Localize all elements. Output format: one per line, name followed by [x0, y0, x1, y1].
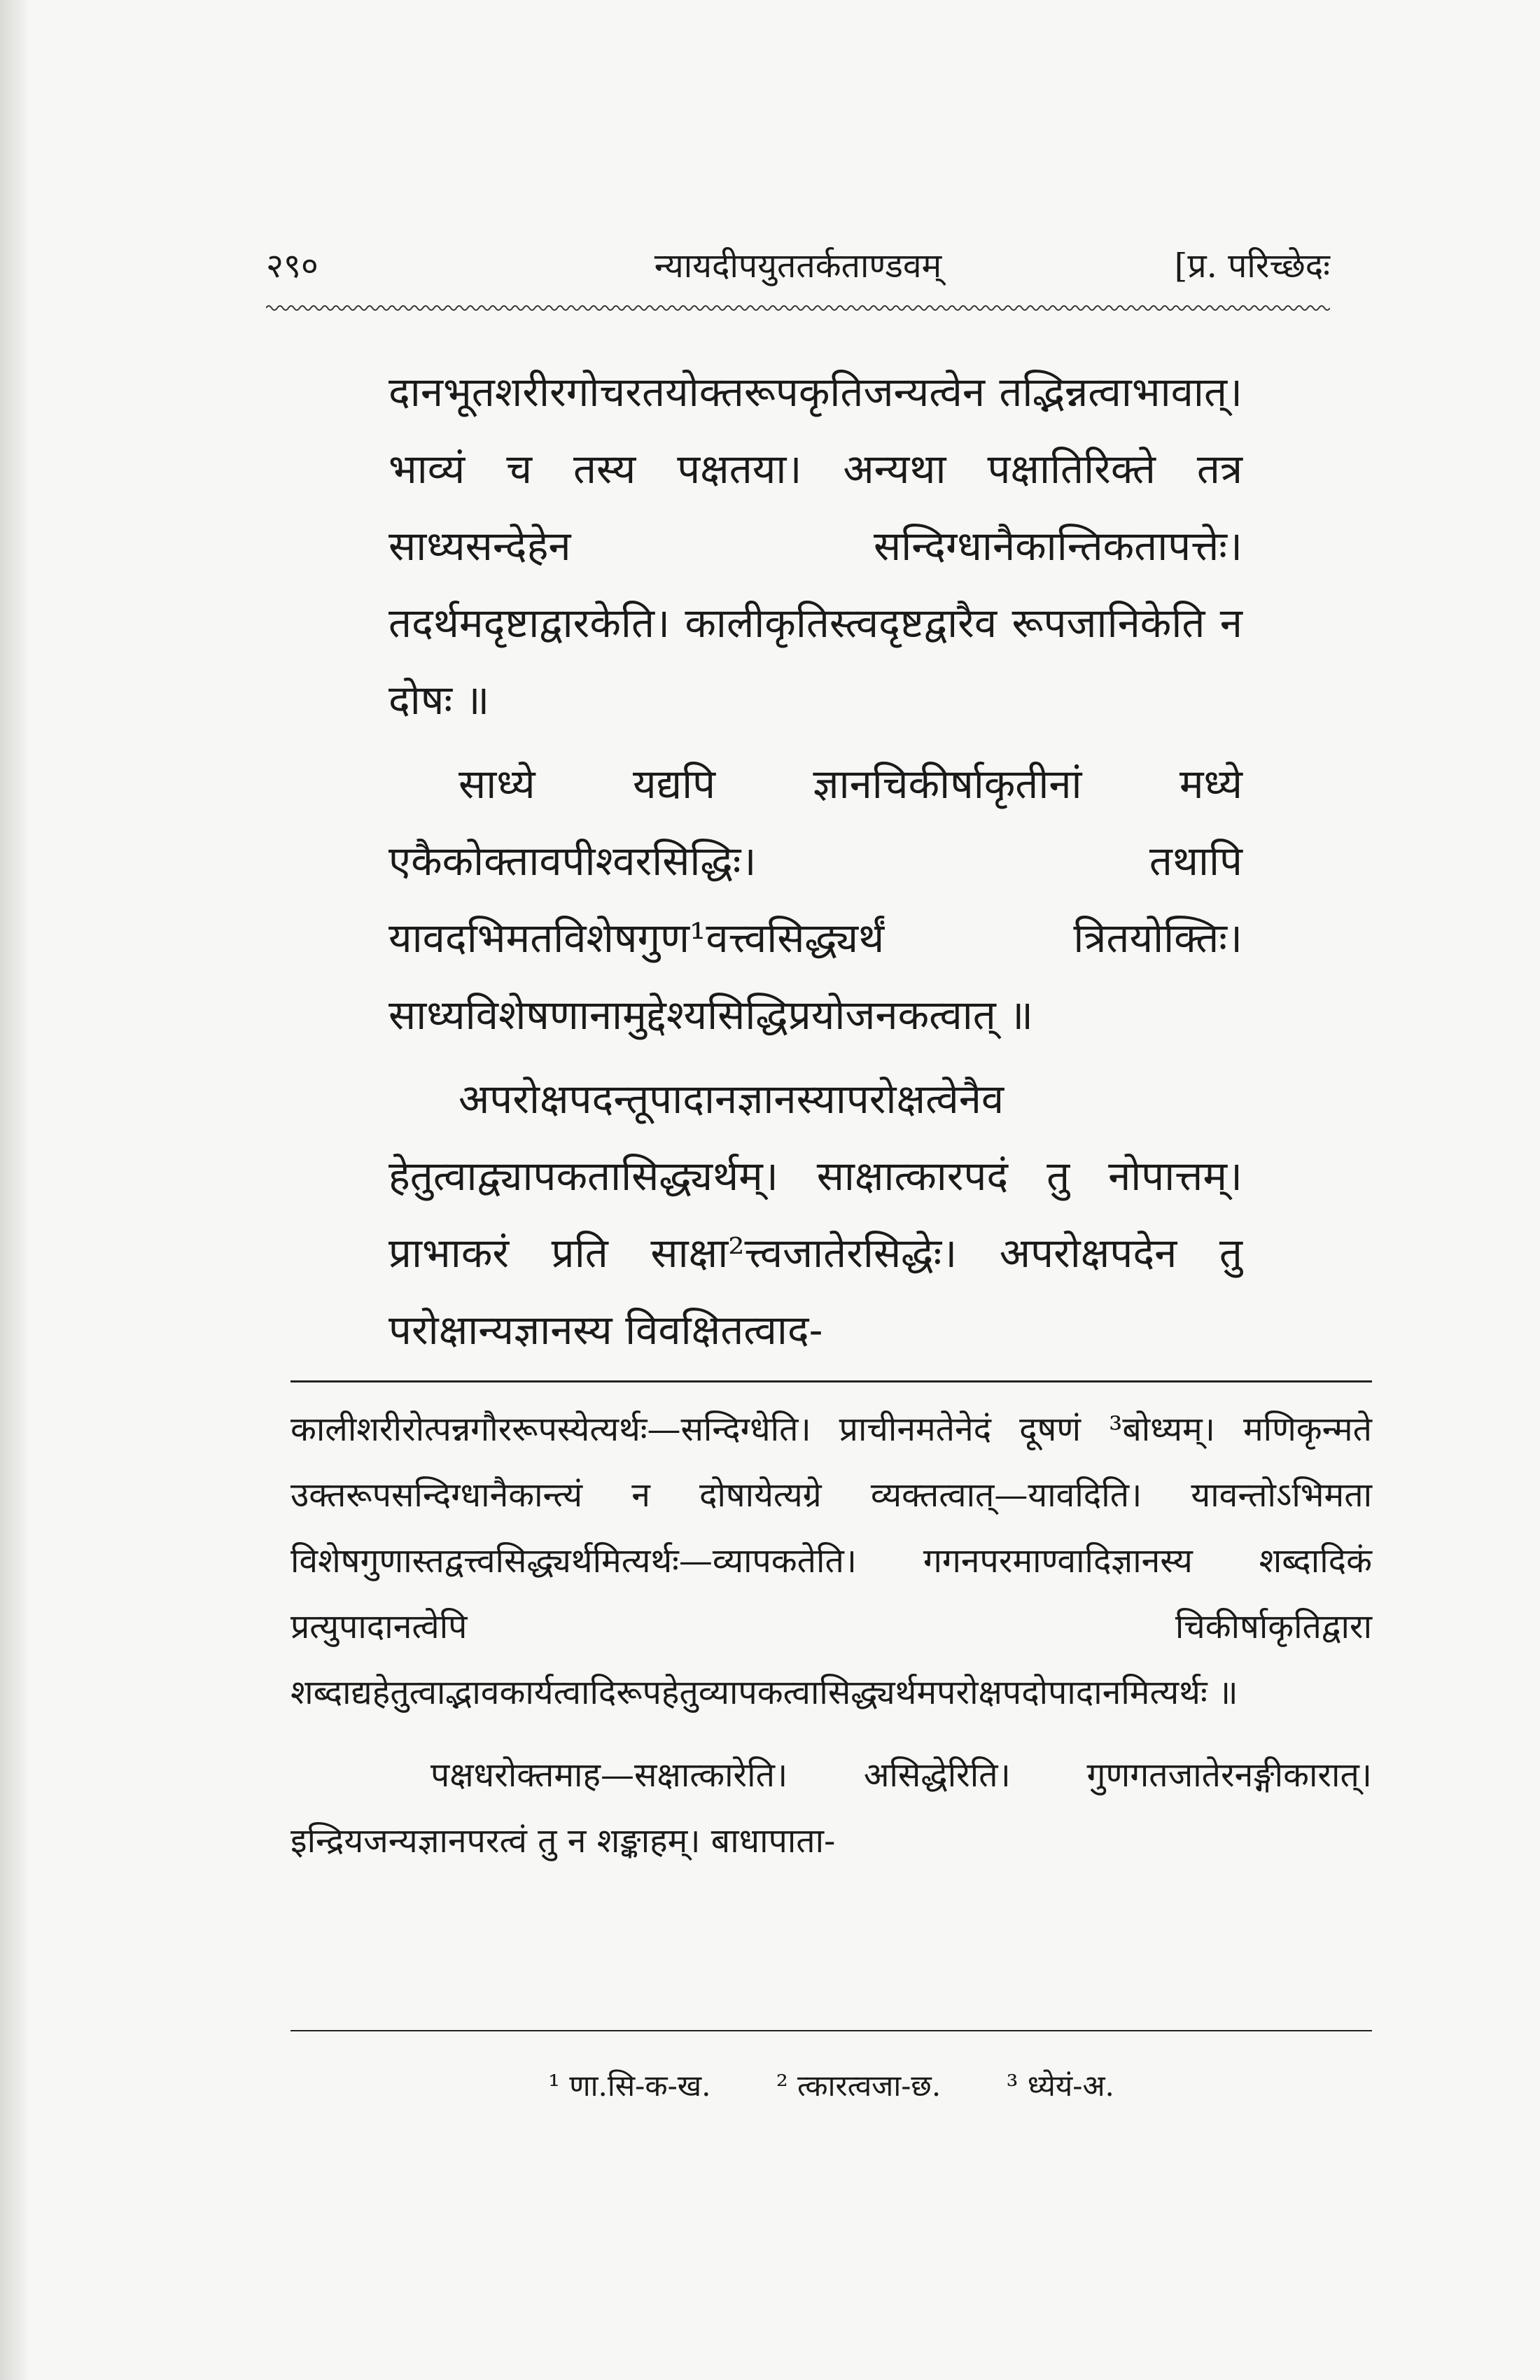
footnote-1: ¹ णा.सि-क-ख. [548, 2068, 711, 2103]
main-paragraph-2: साध्ये यद्यपि ज्ञानचिकीर्षाकृतीनां मध्ये एकैकोक्तावपीश्वरसिद्धिः। तथापि यावदभिमतविशेषगुण¹वत्त्वसिद्ध्यर्थं त्रितयोक्तिः। साध्यविशेषणानामुद्देश्यसिद्धिप्रयोजनकत्वात् ॥ [388, 760, 1242, 1039]
footnotes [290, 2062, 1372, 2110]
footnote-3: ³ ध्येयं-अ. [1006, 2068, 1114, 2103]
header-wavy-rule [266, 301, 1330, 315]
commentary-paragraph-2: पक्षधरोक्तमाह—सक्षात्कारेति। असिद्धेरिति। गुणगतजातेरनङ्गीकारात्। इन्द्रियजन्यज्ञानपरत्वं तु न शङ्काहम्। बाधापाता- [290, 1756, 1372, 1861]
main-paragraph-1: दानभूतशरीरगोचरतयोक्तरूपकृतिजन्यत्वेन तद्भिन्नत्वाभावात्। भाव्यं च तस्य पक्षतया। अन्यथा पक्षातिरिक्ते तत्र साध्यसन्देहेन सन्दिग्धानैकान्तिकतापत्तेः। तदर्थमदृष्टाद्वारकेति। कालीकृतिस्त्वदृष्टद्वारैव रूपजानिकेति न दोषः ॥ [388, 368, 1242, 724]
main-paragraph-3: अपरोक्षपदन्तूपादानज्ञानस्यापरोक्षत्वेनैव हेतुत्वाद्व्यापकतासिद्ध्यर्थम्। साक्षात्कारपदं तु नोपात्तम्। प्राभाकरं प्रति साक्षा²त्त्वजातेरसिद्धेः। अपरोक्षपदेन तु परोक्षान्यज्ञानस्य विवक्षितत्वाद- [388, 1075, 1242, 1354]
running-title: न्यायदीपयुततर्कताण्डवम् [654, 246, 942, 286]
commentary-separator [290, 1380, 1372, 1382]
section-label: [प्र. परिच्छेदः [1174, 246, 1330, 286]
binding-shadow [0, 0, 28, 2380]
footnote-separator [290, 2030, 1372, 2031]
footnote-2: ² त्कारत्वजा-छ. [776, 2068, 941, 2103]
main-text [388, 354, 1242, 1368]
commentary-paragraph-1: कालीशरीरोत्पन्नगौररूपस्येत्यर्थः—सन्दिग्धेति। प्राचीनमतेनेदं दूषणं ³बोध्यम्। मणिकृन्मते उक्तरूपसन्दिग्धानैकान्त्यं न दोषायेत्यग्रे व्यक्तत्वात्—यावदिति। यावन्तोऽभिमता विशेषगुणास्तद्वत्त्वसिद्ध्यर्थमित्यर्थः—व्यापकतेति। गगनपरमाण्वादिज्ञानस्य शब्दादिकं प्रत्युपादानत्वेपि चिकीर्षाकृतिद्वारा शब्दाद्यहेतुत्वाद्भावकार्यत्वादिरूपहेतुव्यापकत्वासिद्ध्यर्थमपरोक्षपदोपादानमित्यर्थः ॥ [290, 1410, 1372, 1712]
page-number: २९० [266, 246, 318, 286]
running-header [266, 238, 1330, 294]
commentary-text [290, 1396, 1372, 1874]
